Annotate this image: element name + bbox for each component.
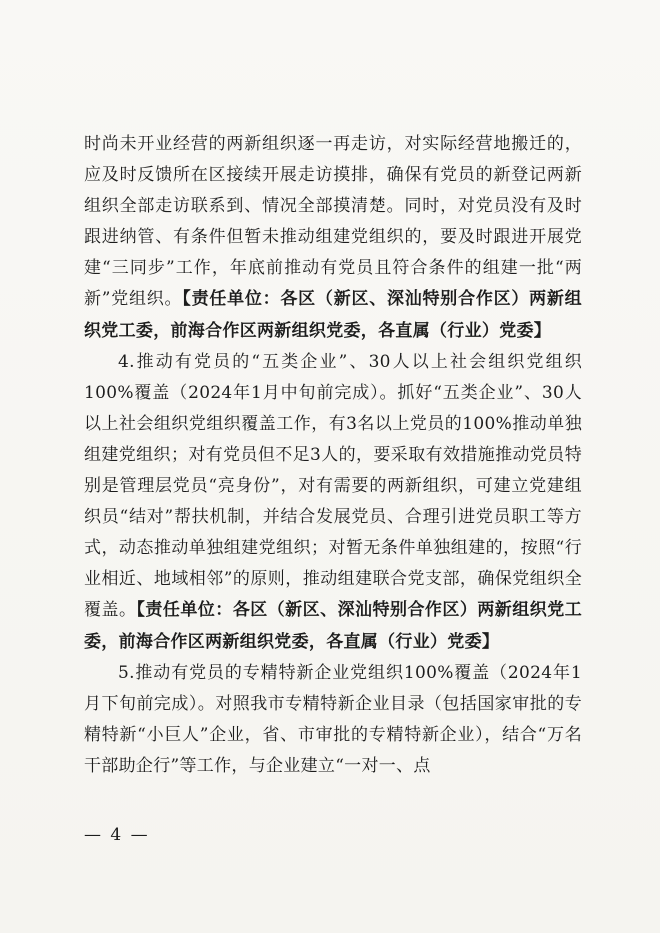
paragraph-1 <box>84 129 582 347</box>
body-text <box>84 129 582 782</box>
paragraph-3 <box>84 658 582 782</box>
paragraph-1-text: 时尚未开业经营的两新组织逐一再走访，对实际经营地搬迁的，应及时反馈所在区接续开展走访摸排，确保有党员的新登记两新组织全部走访联系到、情况全部摸清楚。同时，对党员没有及时跟进纳管、有条件但暂未推动组建党组织的，要及时跟进开展党建“三同步”工作，年底前推动有党员且符合条件的组建一批“两新”党组织。 <box>84 134 582 310</box>
page-number: — 4 — <box>84 825 150 845</box>
paragraph-2-text: 4.推动有党员的“五类企业”、30人以上社会组织党组织100%覆盖（2024年1月中旬前完成）。抓好“五类企业”、30人以上社会组织党组织覆盖工作，有3名以上党员的100%推动单独组建党组织；对有党员但不足3人的，要采取有效措施推动党员特别是管理层党员“亮身份”，对有需要的两新组织，可建立党建组织员“结对”帮扶机制，并结合发展党员、合理引进党员职工等方式，动态推动单独组建党组织；对暂无条件单独组建的，按照“行业相近、地域相邻”的原则，推动组建联合党支部，确保党组织全覆盖。 <box>84 351 582 621</box>
paragraph-2 <box>84 347 582 658</box>
paragraph-1-responsibility: 【责任单位：各区（新区、深汕特别合作区）两新组织党工委，前海合作区两新组织党委，各直属（行业）党委】 <box>84 289 582 341</box>
paragraph-3-text: 5.推动有党员的专精特新企业党组织100%覆盖（2024年1月下旬前完成）。对照我市专精特新企业目录（包括国家审批的专精特新“小巨人”企业，省、市审批的专精特新企业），结合“万名干部助企行”等工作，与企业建立“一对一、点 <box>84 662 582 776</box>
paragraph-2-responsibility: 【责任单位：各区（新区、深汕特别合作区）两新组织党工委，前海合作区两新组织党委，各直属（行业）党委】 <box>84 600 582 652</box>
